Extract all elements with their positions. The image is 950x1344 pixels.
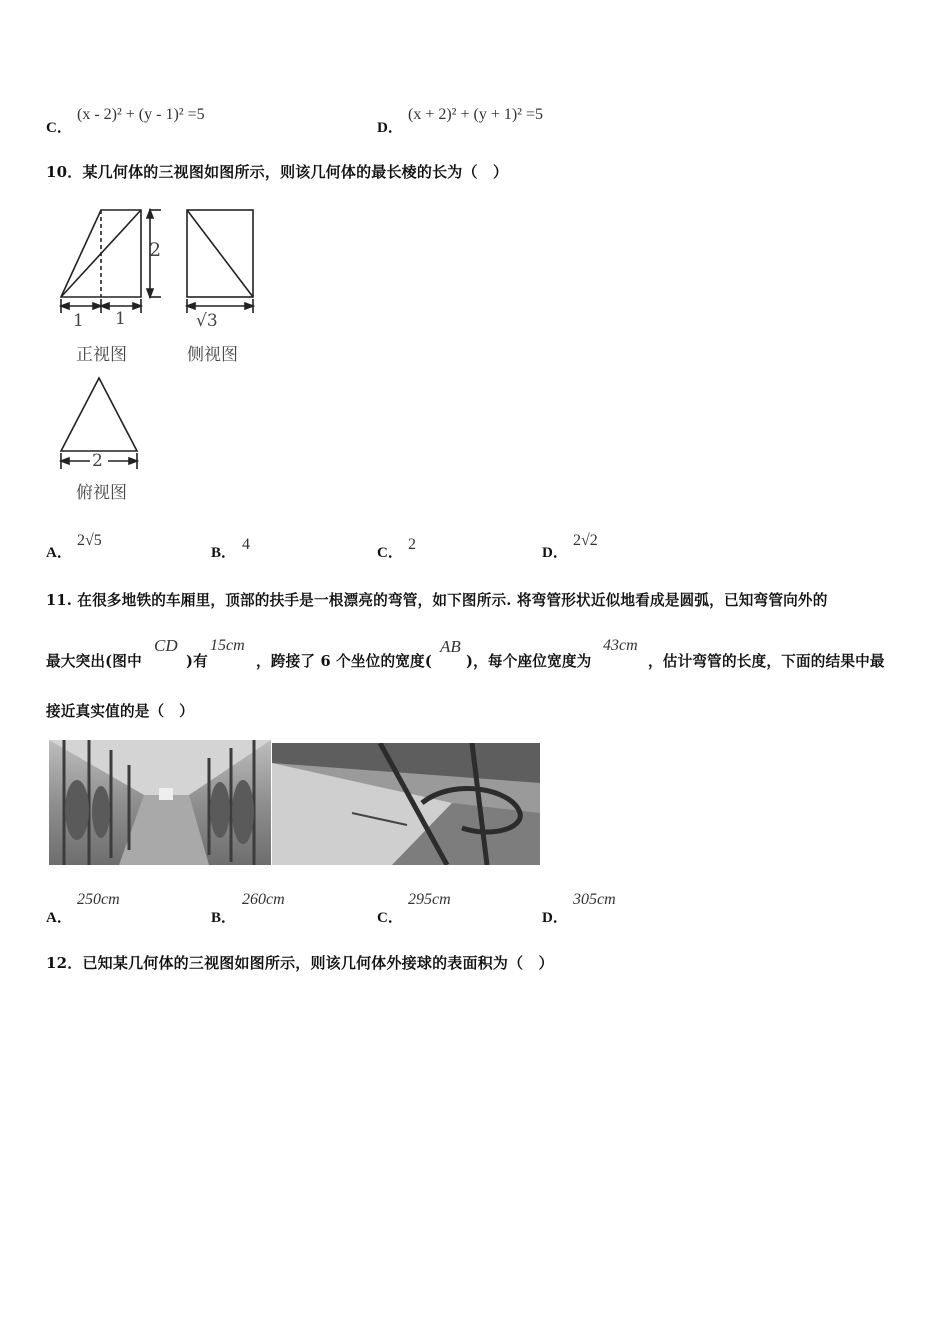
q10-option-a-label: A．: [46, 545, 72, 561]
q11-option-c-value: 295cm: [408, 891, 451, 908]
dim-top-label: 2: [92, 451, 103, 471]
q11-option-a-value: 250cm: [77, 891, 120, 908]
q11-math-ab: AB: [440, 637, 461, 656]
q11-option-b-value: 260cm: [242, 891, 285, 908]
q12-stem: 12．已知某几何体的三视图如图所示，则该几何体外接球的表面积为（ ）: [46, 954, 554, 972]
q11-stem-line2-e: ，估计弯管的长度，下面的结果中最: [648, 653, 885, 670]
q11-math-43cm: 43cm: [603, 637, 638, 654]
q11-stem-line1: 11. 在很多地铁的车厢里，顶部的扶手是一根漂亮的弯管，如下图所示. 将弯管形状近似地看成是圆弧，已知弯管向外的: [46, 592, 828, 609]
curved-handrail-photo: [272, 743, 540, 865]
front-view-drawing: [61, 210, 161, 313]
q10-option-a-value: 2√5: [77, 532, 102, 549]
q9-option-d-expr: (x + 2)² + (y + 1)² =5: [408, 106, 543, 123]
q11-option-a-label: A．: [46, 910, 72, 926]
q11-option-d-value: 305cm: [573, 891, 616, 908]
q11-stem-line2-a: 最大突出(图中: [46, 653, 142, 670]
q11-math-cd: CD: [154, 636, 178, 655]
dim-left-label: 1: [73, 311, 84, 331]
q10-option-d-value: 2√2: [573, 532, 598, 549]
q10-option-b-label: B．: [211, 545, 237, 561]
dim-right-label: 1: [115, 309, 126, 329]
q10-option-b-value: 4: [242, 536, 250, 553]
subway-car-interior-photo: [49, 740, 271, 865]
q9-option-c-expr: (x - 2)² + (y - 1)² =5: [77, 106, 205, 123]
q9-option-c-label: C．: [46, 120, 72, 136]
side-view-caption: 侧视图: [187, 345, 238, 365]
q11-option-d-label: D．: [542, 910, 568, 926]
q10-option-c-value: 2: [408, 536, 416, 553]
dim-side-label: √3: [196, 311, 218, 331]
q9-option-d-label: D．: [377, 120, 403, 136]
q10-stem: 10．某几何体的三视图如图所示，则该几何体的最长棱的长为（ ）: [46, 163, 509, 181]
q11-math-15cm: 15cm: [210, 637, 245, 654]
q11-stem-line2-c: ，跨接了 6 个坐位的宽度(: [256, 653, 432, 670]
q11-option-c-label: C．: [377, 910, 403, 926]
q10-option-d-label: D．: [542, 545, 568, 561]
q11-stem-line2-d: )，每个座位宽度为: [466, 653, 592, 670]
q10-option-c-label: C．: [377, 545, 403, 561]
side-view-drawing: [187, 210, 253, 313]
front-view-caption: 正视图: [76, 345, 127, 365]
top-view-caption: 俯视图: [76, 483, 127, 503]
q11-stem-line2-b: )有: [186, 653, 208, 670]
q11-option-b-label: B．: [211, 910, 237, 926]
dim-height-label: 2: [149, 239, 162, 261]
q11-stem-line3: 接近真实值的是（ ）: [46, 703, 194, 720]
